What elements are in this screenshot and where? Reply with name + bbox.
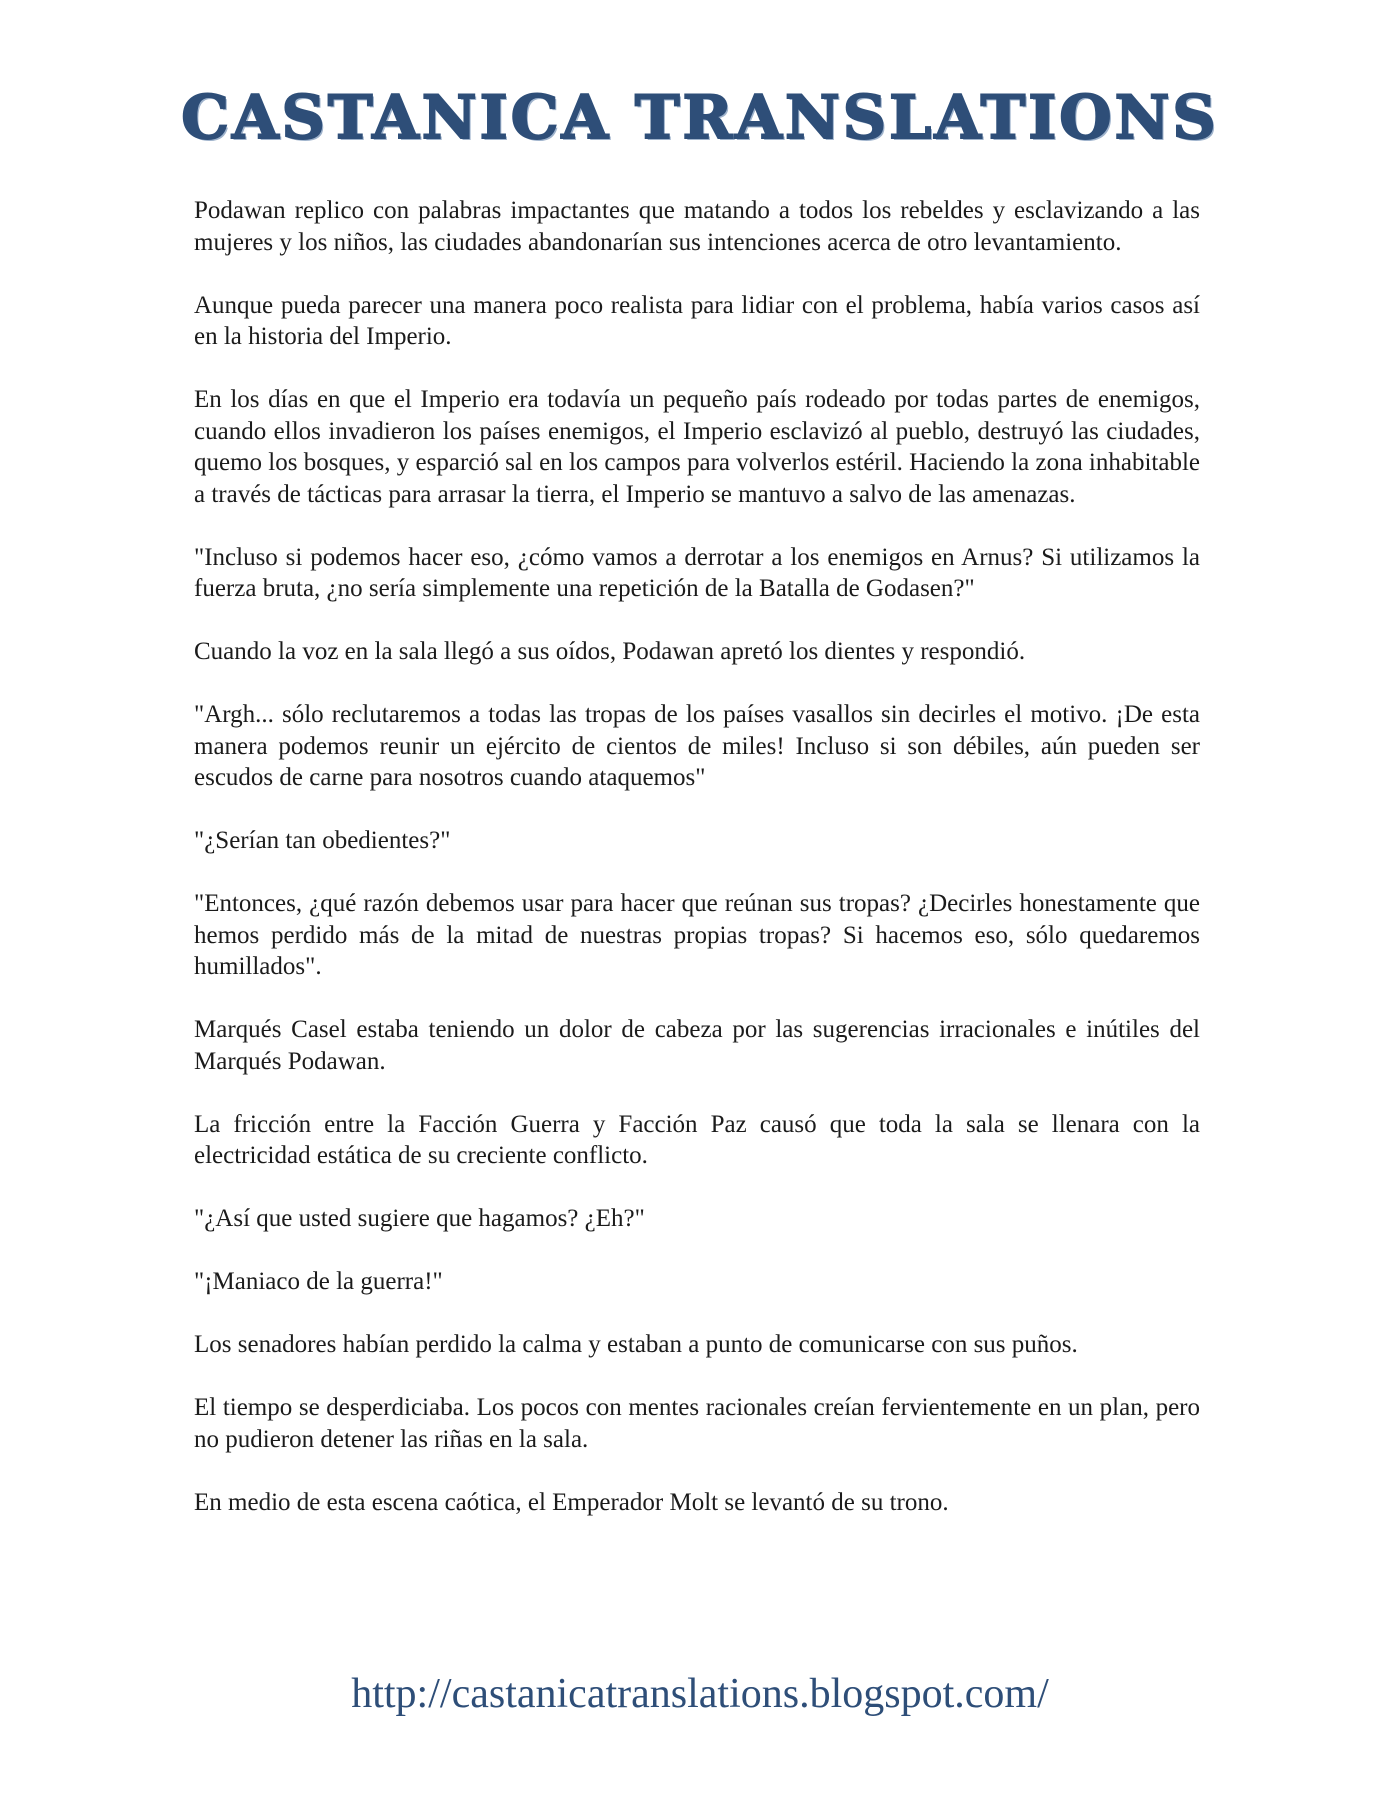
paragraph: Aunque pueda parecer una manera poco realista para lidiar con el problema, había varios casos así en la historia del Imperio. bbox=[194, 291, 1200, 350]
paragraph: "¿Así que usted sugiere que hagamos? ¿Eh?" bbox=[194, 1205, 645, 1232]
paragraph: El tiempo se desperdiciaba. Los pocos con mentes racionales creían fervientemente en un plan, pero no pudieron detener las riñas en la sala. bbox=[194, 1394, 1200, 1453]
paragraph: La fricción entre la Facción Guerra y Facción Paz causó que toda la sala se llenara con la electricidad estática de su creciente conflicto. bbox=[194, 1110, 1200, 1169]
paragraph: "¿Serían tan obedientes?" bbox=[194, 827, 451, 854]
paragraph: "Argh... sólo reclutaremos a todas las tropas de los países vasallos sin decirles el motivo. ¡De esta manera podemos reunir un ejército de cientos de miles! Incluso si son débiles, aún pueden ser escudos de carne para nosotros cuando ataquemos" bbox=[194, 701, 1200, 791]
paragraph: En los días en que el Imperio era todavía un pequeño país rodeado por todas partes de enemigos, cuando ellos invadieron los países enemigos, el Imperio esclavizó al pueblo, destruyó las ciudades, quemo los bosques, y esparció sal en los campos para volverlos estéril. Haciendo la zona inhabitable a través de tácticas para arrasar la tierra, el Imperio se mantuvo a salvo de las amenazas. bbox=[194, 386, 1200, 508]
paragraph: Cuando la voz en la sala llegó a sus oídos, Podawan apretó los dientes y respondió. bbox=[194, 638, 1026, 665]
paragraph: "Incluso si podemos hacer eso, ¿cómo vamos a derrotar a los enemigos en Arnus? Si utilizamos la fuerza bruta, ¿no sería simplemente una repetición de la Batalla de Godasen?" bbox=[194, 543, 1200, 602]
paragraph: "¡Maniaco de la guerra!" bbox=[194, 1268, 443, 1295]
footer-url-link[interactable]: http://castanicatranslations.blogspot.com/ bbox=[351, 1671, 1049, 1717]
page-title-text: CASTANICA TRANSLATIONS bbox=[181, 83, 1219, 153]
paragraph: Podawan replico con palabras impactantes que matando a todos los rebeldes y esclavizando a las mujeres y los niños, las ciudades abandonarían sus intenciones acerca de otro levantamiento. bbox=[194, 197, 1200, 256]
paragraph: En medio de esta escena caótica, el Emperador Molt se levantó de su trono. bbox=[194, 1488, 949, 1516]
paragraph: Los senadores habían perdido la calma y estaban a punto de comunicarse con sus puños. bbox=[194, 1331, 1078, 1358]
page-title bbox=[0, 83, 1400, 153]
paragraph: "Entonces, ¿qué razón debemos usar para hacer que reúnan sus tropas? ¿Decirles honestamente que hemos perdido más de la mitad de nuestras propias tropas? Si hacemos eso, sólo quedaremos humillados". bbox=[194, 890, 1200, 980]
paragraph: Marqués Casel estaba teniendo un dolor de cabeza por las sugerencias irracionales e inútiles del Marqués Podawan. bbox=[194, 1016, 1200, 1075]
document-body bbox=[194, 195, 1200, 1550]
